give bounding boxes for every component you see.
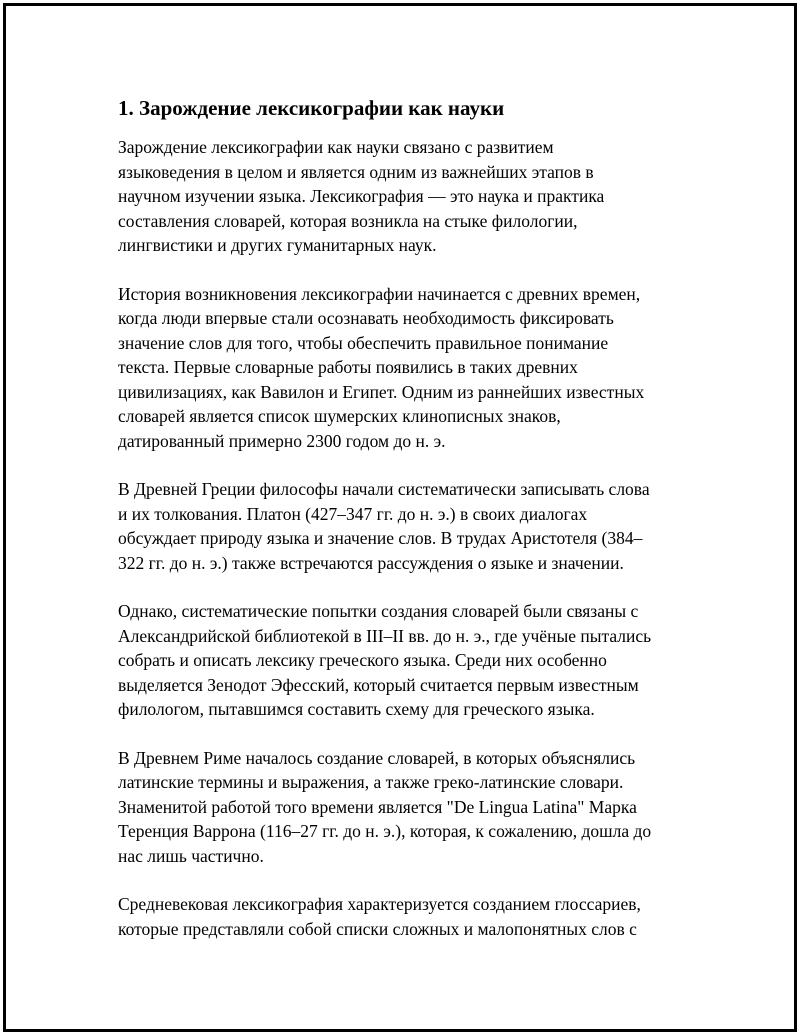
text-line: История возникновения лексикографии начинается с древних времен, xyxy=(118,283,641,304)
text-line: научном изучении языка. Лексикография — это наука и практика xyxy=(118,186,605,206)
paragraph-1 xyxy=(118,135,698,258)
paragraph-4 xyxy=(118,599,698,722)
text-line: выделяется Зенодот Эфесский, который считается первым известным xyxy=(118,674,639,695)
text-line: словарей является список шумерских клинописных знаков, xyxy=(118,406,561,426)
text-line: когда люди впервые стали осознавать необходимость фиксировать xyxy=(118,308,614,328)
text-line: цивилизациях, как Вавилон и Египет. Одним из раннейших известных xyxy=(118,381,645,402)
paragraph-3 xyxy=(118,477,698,575)
text-line: Знаменитой работой того времени является "De Lingua Latina" Марка xyxy=(118,796,637,817)
text-line: В Древней Греции философы начали систематически записывать слова xyxy=(118,479,650,499)
text-line: составления словарей, которая возникла на стыке филологии, xyxy=(118,210,578,231)
text-line: нас лишь частично. xyxy=(118,845,264,866)
section-heading: 1. Зарождение лексикографии как науки xyxy=(118,96,505,120)
text-line: филологом, пытавшимся составить схему для греческого языка. xyxy=(118,699,595,719)
text-line: собрать и описать лексику греческого языка. Среди них особенно xyxy=(118,650,607,670)
text-line: датированный примерно 2300 годом до н. э. xyxy=(118,430,446,451)
text-line: Александрийской библиотекой в III–II вв. до н. э., где учёные пытались xyxy=(118,625,652,646)
text-line: языковедения в целом и является одним из важнейших этапов в xyxy=(118,161,594,182)
text-line: лингвистики и других гуманитарных наук. xyxy=(118,235,437,255)
text-line: текста. Первые словарные работы появились в таких древних xyxy=(118,357,578,377)
text-line: 322 гг. до н. э.) также встречаются рассуждения о языке и значении. xyxy=(118,552,624,573)
paragraph-2 xyxy=(118,282,698,454)
text-line: обсуждает природу языка и значение слов. В трудах Аристотеля (384– xyxy=(118,528,643,548)
text-line: Теренция Варрона (116–27 гг. до н. э.), которая, к сожалению, дошла до xyxy=(118,821,652,841)
text-line: Зарождение лексикографии как науки связано с развитием xyxy=(118,137,554,157)
text-line: Однако, систематические попытки создания словарей были связаны с xyxy=(118,601,639,621)
text-line: В Древнем Риме началось создание словарей, в которых объяснялись xyxy=(118,747,636,768)
text-line: Средневековая лексикография характеризуется созданием глоссариев, xyxy=(118,894,641,914)
text-line: значение слов для того, чтобы обеспечить правильное понимание xyxy=(118,332,609,353)
text-line: и их толкования. Платон (427–347 гг. до н. э.) в своих диалогах xyxy=(118,503,588,524)
paragraph-5 xyxy=(118,746,698,869)
text-line: которые представляли собой списки сложных и малопонятных слов с xyxy=(118,918,637,939)
document-body xyxy=(118,95,698,965)
text-line: латинские термины и выражения, а также греко-латинские словари. xyxy=(118,772,624,792)
paragraph-6 xyxy=(118,892,698,941)
